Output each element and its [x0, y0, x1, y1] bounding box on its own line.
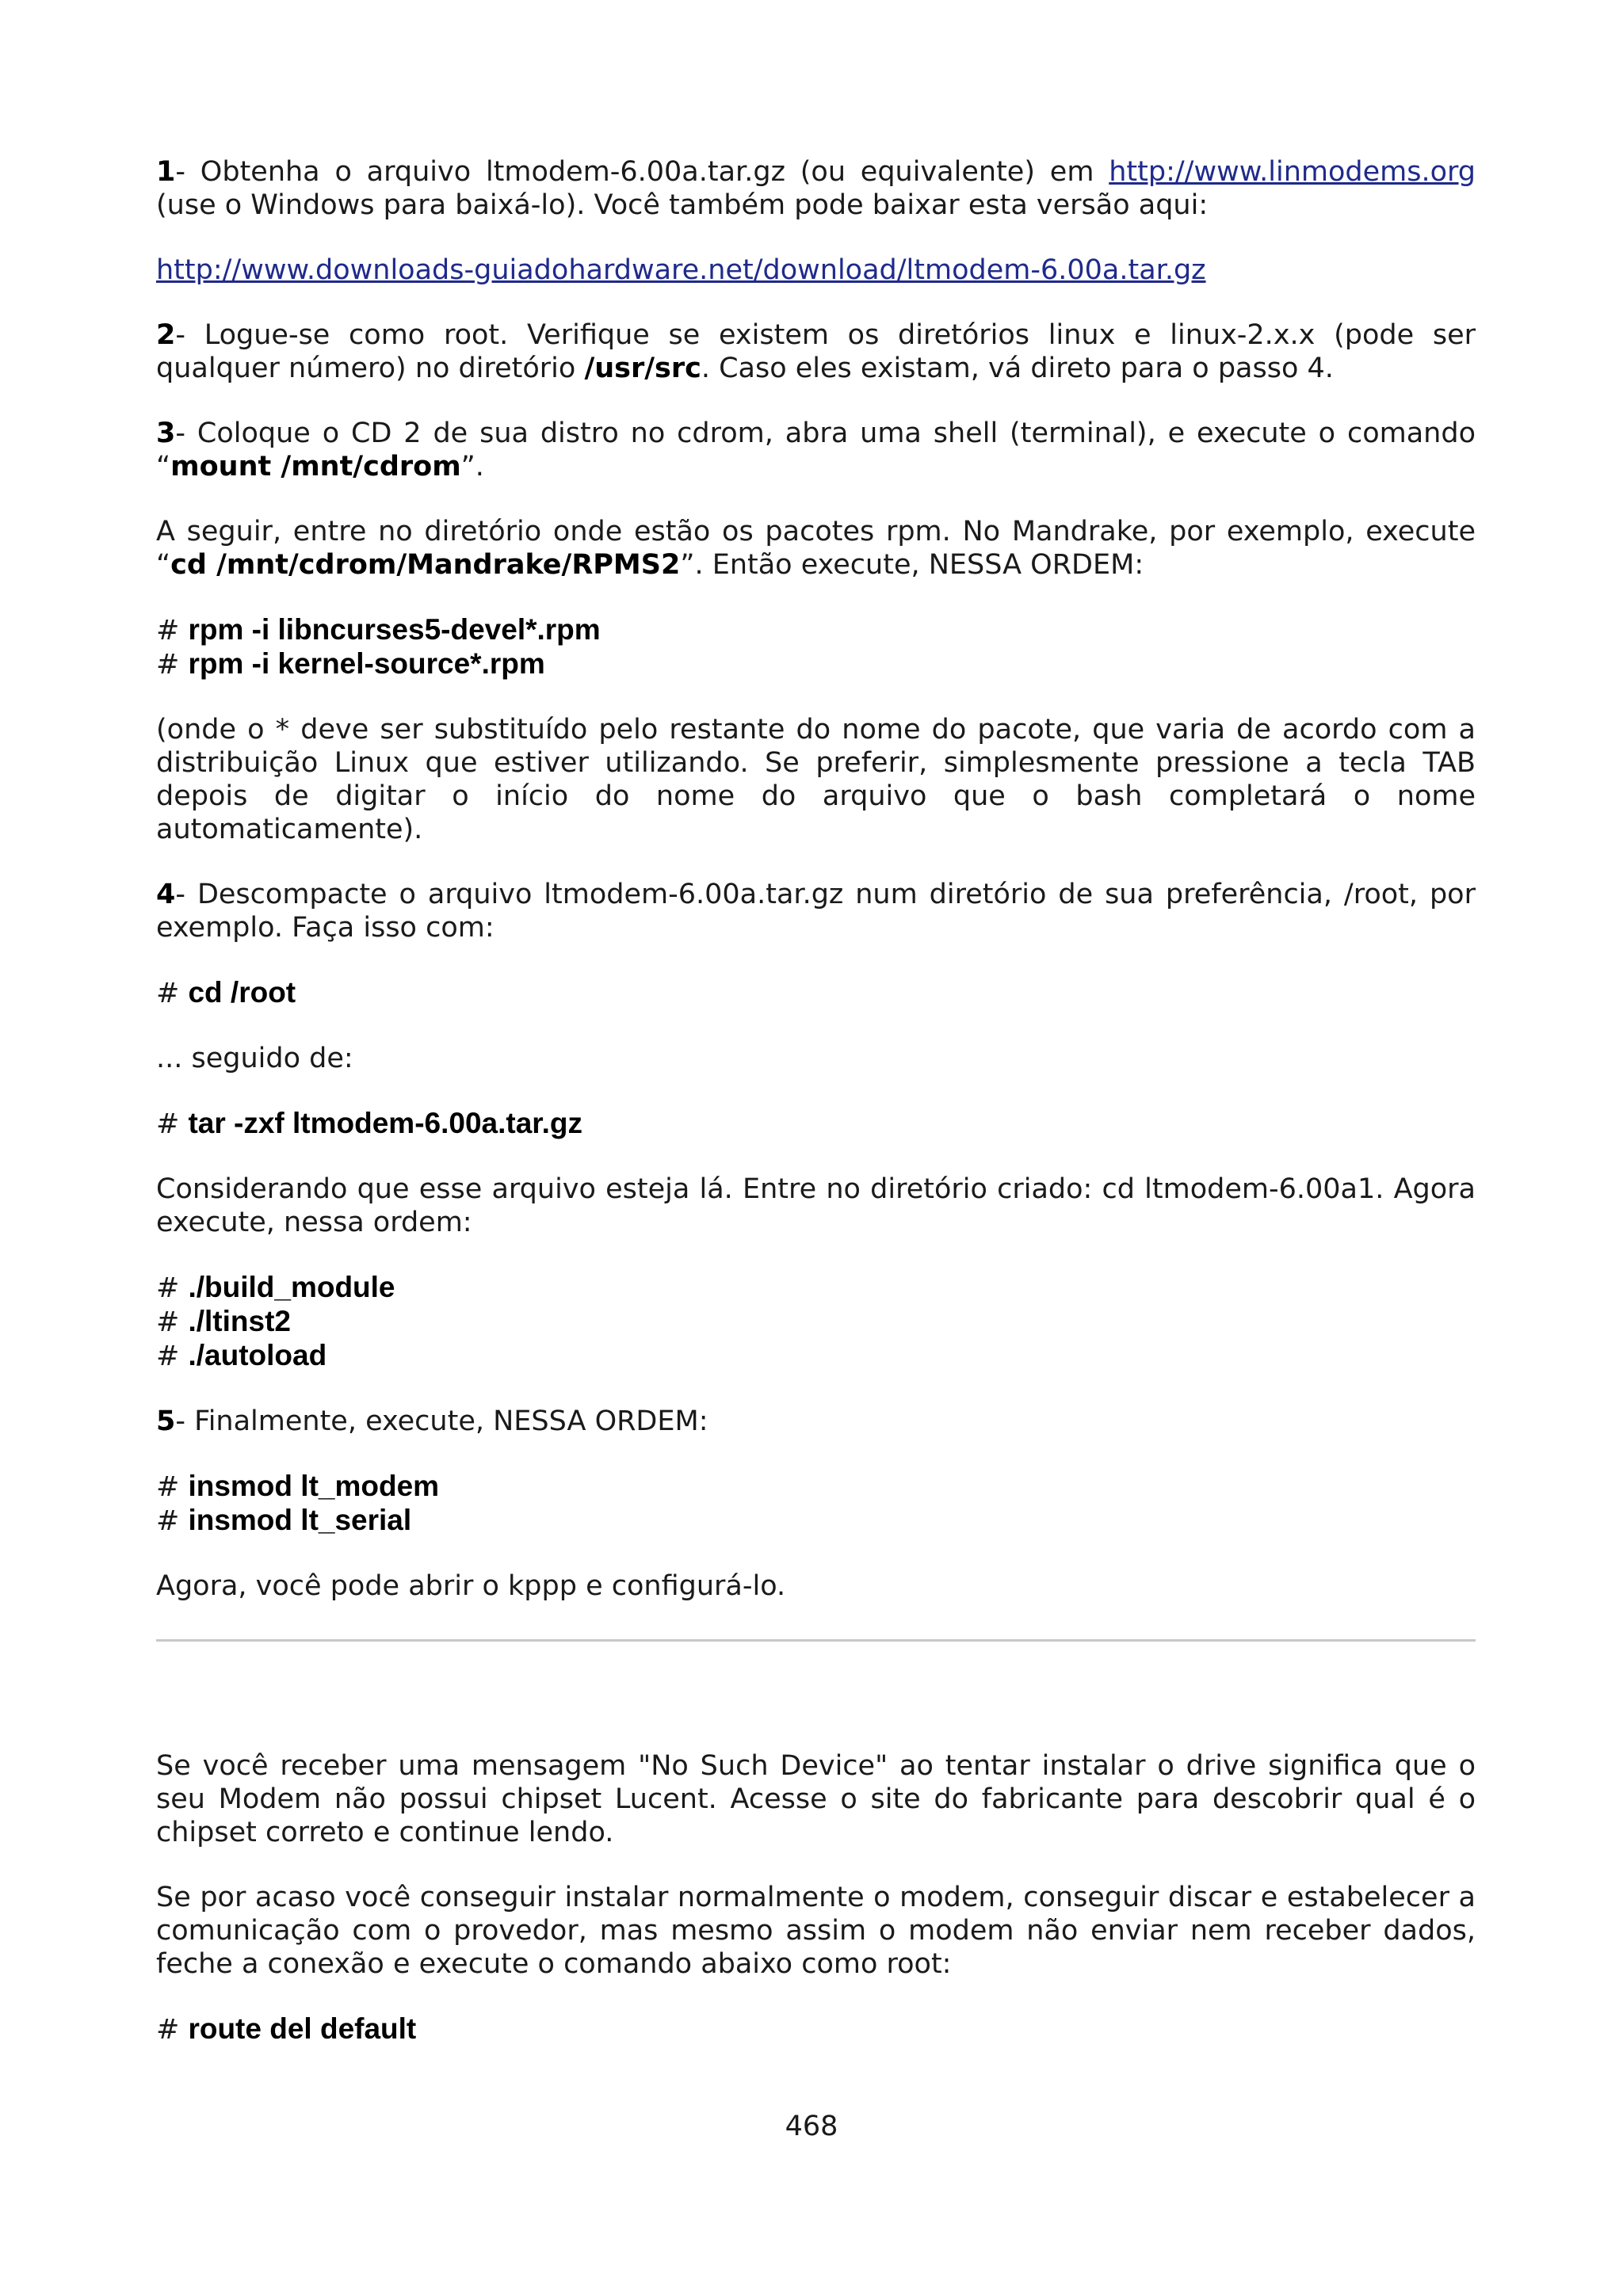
download-paragraph	[156, 254, 1476, 287]
rpm-intro: A seguir, entre no diretório onde estão os pacotes rpm. No Mandrake, por exemplo, execute “cd /mnt/cdrom/Mandrake/RPMS2”. Então execute, NESSA ORDEM:	[156, 516, 1476, 581]
step-3: 3- Coloque o CD 2 de sua distro no cdrom, abra uma shell (terminal), e execute o comando “mount /mnt/cdrom”.	[156, 418, 1476, 482]
step-number: 4	[156, 879, 176, 910]
tar-command	[156, 1107, 1476, 1141]
build-commands	[156, 1271, 1476, 1373]
page-number: 468	[785, 2111, 838, 2142]
command-line: # cd /root	[156, 976, 296, 1009]
rpm-commands	[156, 613, 1476, 681]
step-5: 5- Finalmente, execute, NESSA ORDEM:	[156, 1405, 708, 1437]
no-such-device-paragraph: Se você receber uma mensagem "No Such Device" ao tentar instalar o drive significa que o seu Modem não possui chipset Lucent. Acesse o site do fabricante para descobrir qual é o chipset correto e continue lendo.	[156, 1750, 1476, 1848]
command-line: # ./build_module	[156, 1271, 395, 1304]
command-line: # insmod lt_serial	[156, 1504, 412, 1537]
insmod-commands	[156, 1470, 1476, 1538]
wildcard-note: (onde o * deve ser substituído pelo restante do nome do pacote, que varia de acordo com a distribuição Linux que estiver utilizando. Se preferir, simplesmente pressione a tecla TAB depois de digitar o início do nome do arquivo que o bash completará o nome automaticamente).	[156, 714, 1476, 845]
mount-command: mount /mnt/cdrom	[170, 451, 461, 482]
route-intro-paragraph: Se por acaso você conseguir instalar normalmente o modem, conseguir discar e estabelecer a comunicação com o provedor, mas mesmo assim o modem não enviar nem receber dados, feche a conexão e execute o comando abaixo como root:	[156, 1882, 1476, 1980]
usr-src-path: /usr/src	[584, 353, 701, 384]
command-line: # route del default	[156, 2012, 417, 2046]
cd-rpms-command: cd /mnt/cdrom/Mandrake/RPMS2	[170, 549, 681, 581]
step-number: 2	[156, 319, 176, 351]
command-line: # ./autoload	[156, 1339, 327, 1372]
linmodems-link[interactable]: http://www.linmodems.org	[1109, 156, 1476, 188]
command-line: # ./ltinst2	[156, 1305, 291, 1338]
cd-root-command	[156, 976, 1476, 1010]
kppp-paragraph: Agora, você pode abrir o kppp e configurá-lo.	[156, 1570, 786, 1602]
section-divider	[156, 1639, 1476, 1642]
step-number: 3	[156, 418, 176, 449]
route-command	[156, 2012, 1476, 2046]
step-2: 2- Logue-se como root. Verifique se existem os diretórios linux e linux-2.x.x (pode ser qualquer número) no diretório /usr/src. Caso eles existam, vá direto para o passo 4.	[156, 319, 1476, 384]
considering-paragraph: Considerando que esse arquivo esteja lá. Entre no diretório criado: cd ltmodem-6.00a1. Agora execute, nessa ordem:	[156, 1173, 1476, 1238]
followed-by: ... seguido de:	[156, 1043, 353, 1074]
command-line: # rpm -i libncurses5-devel*.rpm	[156, 613, 601, 646]
step-4: 4- Descompacte o arquivo ltmodem-6.00a.tar.gz num diretório de sua preferência, /root, por exemplo. Faça isso com:	[156, 879, 1476, 944]
document-page	[156, 155, 1476, 2046]
step-1: 1- Obtenha o arquivo ltmodem-6.00a.tar.gz (ou equivalente) em http://www.linmodems.org (use o Windows para baixá-lo). Você também pode baixar esta versão aqui:	[156, 156, 1476, 221]
command-line: # tar -zxf ltmodem-6.00a.tar.gz	[156, 1107, 583, 1140]
command-line: # rpm -i kernel-source*.rpm	[156, 647, 545, 681]
step-number: 1	[156, 156, 176, 188]
command-line: # insmod lt_modem	[156, 1470, 440, 1503]
step-number: 5	[156, 1405, 176, 1437]
download-link[interactable]: http://www.downloads-guiadohardware.net/download/ltmodem-6.00a.tar.gz	[156, 254, 1206, 286]
